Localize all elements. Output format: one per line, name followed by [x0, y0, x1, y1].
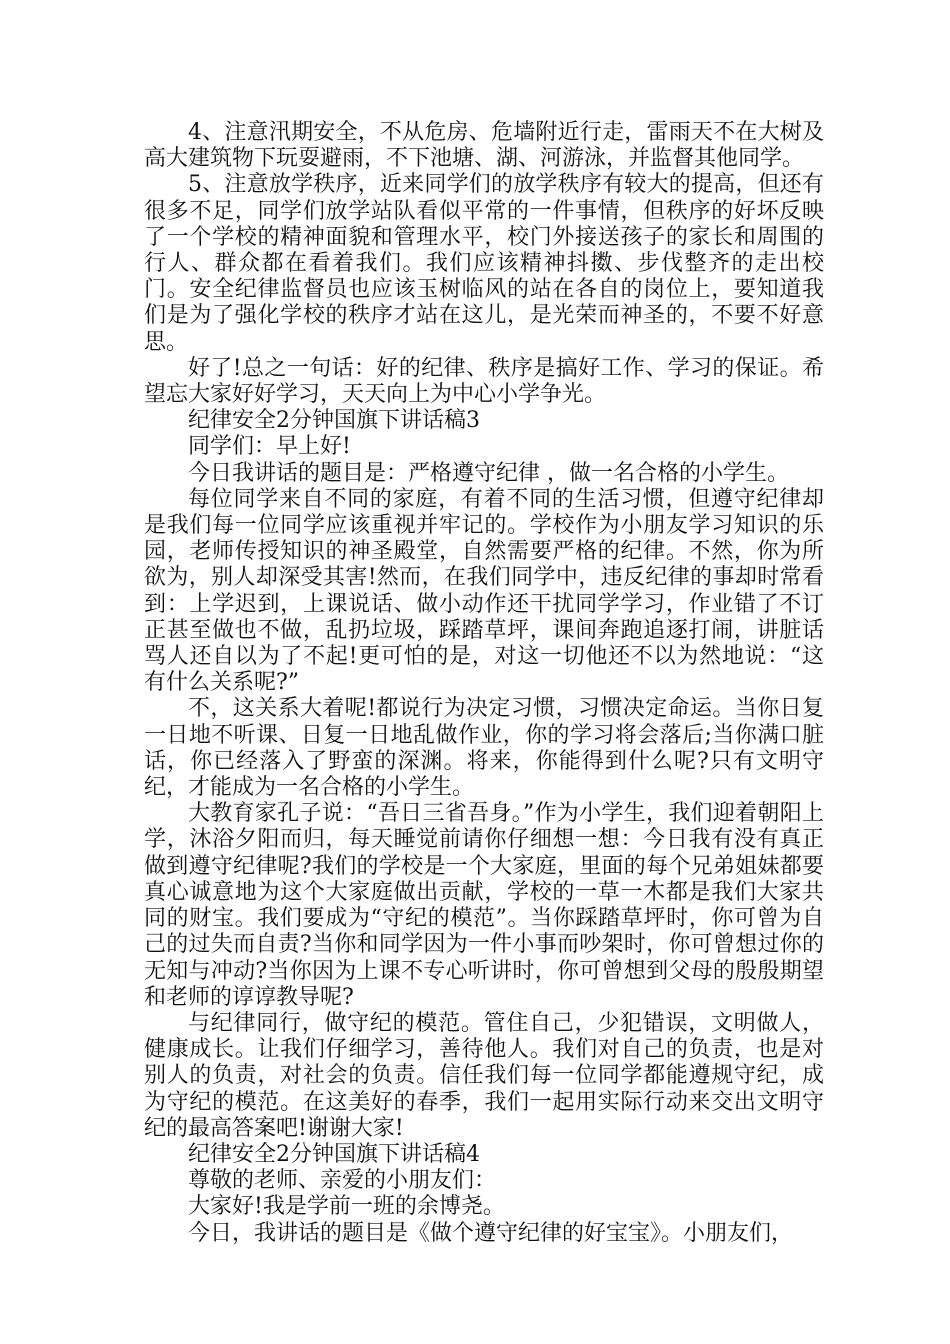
speech-4-salutation: 尊敬的老师、亲爱的小朋友们：	[188, 1168, 497, 1194]
speech-3-title: 纪律安全2分钟国旗下讲话稿3	[188, 408, 480, 434]
speech-4-title: 纪律安全2分钟国旗下讲话稿4	[188, 1141, 480, 1167]
paragraph-discipline-importance: 每位同学来自不同的家庭，有着不同的生活习惯，但遵守纪律却是我们每一位同学应该重视并牢记的。学校作为小朋友学习知识的乐园，老师传授知识的神圣殿堂，自然需要严格的纪律。不然，你为所欲为，别人却深受其害!然而，在我们同学中，违反纪律的事却时常看到：上学迟到，上课说话、做小动作还干扰同学学习，作业错了不订正甚至做也不做，乱扔垃圾，踩踏草坪，课间奔跑追逐打闹，讲脏话骂人还自以为了不起!更可怕的是，对这一切他还不以为然地说：“这有什么关系呢?”	[144, 486, 824, 696]
paragraph-dismissal-order: 5、注意放学秩序，近来同学们的放学秩序有较大的提高，但还有很多不足，同学们放学站队看似平常的一件事情，但秩序的好坏反映了一个学校的精神面貌和管理水平，校门外接送孩子的家长和周围的行人、群众都在看着我们。我们应该精神抖擞、步伐整齐的走出校门。安全纪律监督员也应该玉树临风的站在各自的岗位上，要知道我们是为了强化学校的秩序才站在这儿，是光荣而神圣的，不要不好意思。	[144, 172, 824, 355]
paragraph-flood-safety: 4、注意汛期安全，不从危房、危墙附近行走，雷雨天不在大树及高大建筑物下玩耍避雨，不下池塘、湖、河游泳，并监督其他同学。	[144, 120, 824, 172]
speech-4-introduction: 大家好!我是学前一班的余博尧。	[188, 1194, 505, 1220]
paragraph-confucius-quote: 大教育家孔子说：“吾日三省吾身。”作为小学生，我们迎着朝阳上学，沐浴夕阳而归，每天睡觉前请你仔细想一想：今日我有没有真正做到遵守纪律呢?我们的学校是一个大家庭，里面的每个兄弟姐妹都要真心诚意地为这个大家庭做出贡献，学校的一草一木都是我们大家共同的财宝。我们要成为“守纪的模范”。当你踩踏草坪时，你可曾为自己的过失而自责?当你和同学因为一件小事而吵架时，你可曾想过你的无知与冲动?当你因为上课不专心听讲时，你可曾想到父母的殷殷期望和老师的谆谆教导呢?	[144, 801, 824, 1010]
document-body	[144, 120, 824, 1247]
paragraph-walk-with-discipline: 与纪律同行，做守纪的模范。管住自己，少犯错误，文明做人，健康成长。让我们仔细学习，善待他人。我们对自己的负责，也是对别人的负责，对社会的负责。信任我们每一位同学都能遵规守纪，成为守纪的模范。在这美好的春季，我们一起用实际行动来交出文明守纪的最高答案吧!谢谢大家!	[144, 1010, 824, 1141]
speech-3-greeting: 同学们：早上好!	[188, 434, 351, 460]
speech-3-topic: 今日我讲话的题目是：严格遵守纪律 ，做一名合格的小学生。	[188, 460, 789, 486]
paragraph-conclusion: 好了!总之一句话：好的纪律、秩序是搞好工作、学习的保证。希望忘大家好好学习，天天向上为中心小学争光。	[144, 355, 824, 408]
speech-4-topic: 今日，我讲话的题目是《做个遵守纪律的好宝宝》。小朋友们，	[188, 1220, 794, 1246]
paragraph-habits-destiny: 不，这关系大着呢!都说行为决定习惯，习惯决定命运。当你日复一日地不听课、日复一日地乱做作业，你的学习将会落后;当你满口脏话，你已经落入了野蛮的深渊。将来，你能得到什么呢?只有文明守纪，才能成为一名合格的小学生。	[144, 696, 824, 801]
